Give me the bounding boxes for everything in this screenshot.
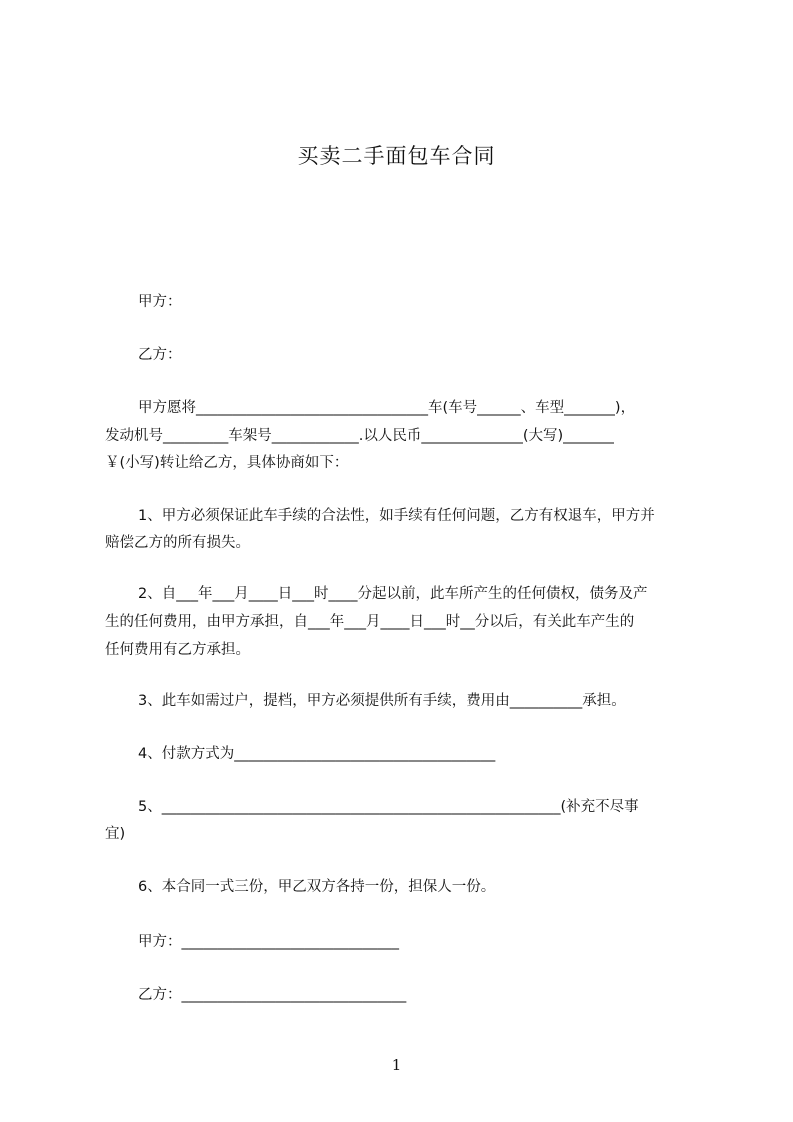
- clause-5-line-1: 5、_______________________________________________________(补充不尽事: [138, 799, 639, 815]
- page-number: 1: [391, 1056, 402, 1074]
- clause-3: 3、此车如需过户，提档，甲方必须提供所有手续，费用由__________承担。: [138, 693, 626, 709]
- clause-2-line-3: 任何费用有乙方承担。: [105, 642, 250, 658]
- intro-line-2: 发动机号_________车架号____________.以人民币______________(大写)_______: [105, 428, 614, 444]
- clause-4: 4、付款方式为____________________________________: [138, 746, 496, 762]
- party-b-label: 乙方：: [138, 347, 182, 363]
- clause-5-line-2: 宜): [105, 826, 126, 842]
- clause-6: 6、本合同一式三份，甲乙双方各持一份，担保人一份。: [138, 879, 496, 895]
- clause-1-line-1: 1、甲方必须保证此车手续的合法性，如手续有任何问题，乙方有权退车，甲方并: [138, 508, 655, 524]
- clause-2-line-2: 生的任何费用，由甲方承担，自___年___月____日___时__分以后，有关此车产生的: [105, 614, 635, 630]
- clause-1-line-2: 赔偿乙方的所有损失。: [105, 535, 250, 551]
- party-a-label: 甲方：: [138, 294, 182, 310]
- signature-party-a: 甲方：______________________________: [138, 934, 399, 950]
- intro-line-1: 甲方愿将________________________________车(车号______、车型_______)，: [138, 400, 636, 416]
- signature-party-b: 乙方：_______________________________: [138, 987, 407, 1003]
- document-title: 买卖二手面包车合同: [297, 144, 496, 168]
- clause-2-line-1: 2、自___年___月____日___时____分起以前，此车所产生的任何债权，债务及产: [138, 586, 648, 602]
- intro-line-3: ￥(小写)转让给乙方，具体协商如下：: [105, 455, 349, 471]
